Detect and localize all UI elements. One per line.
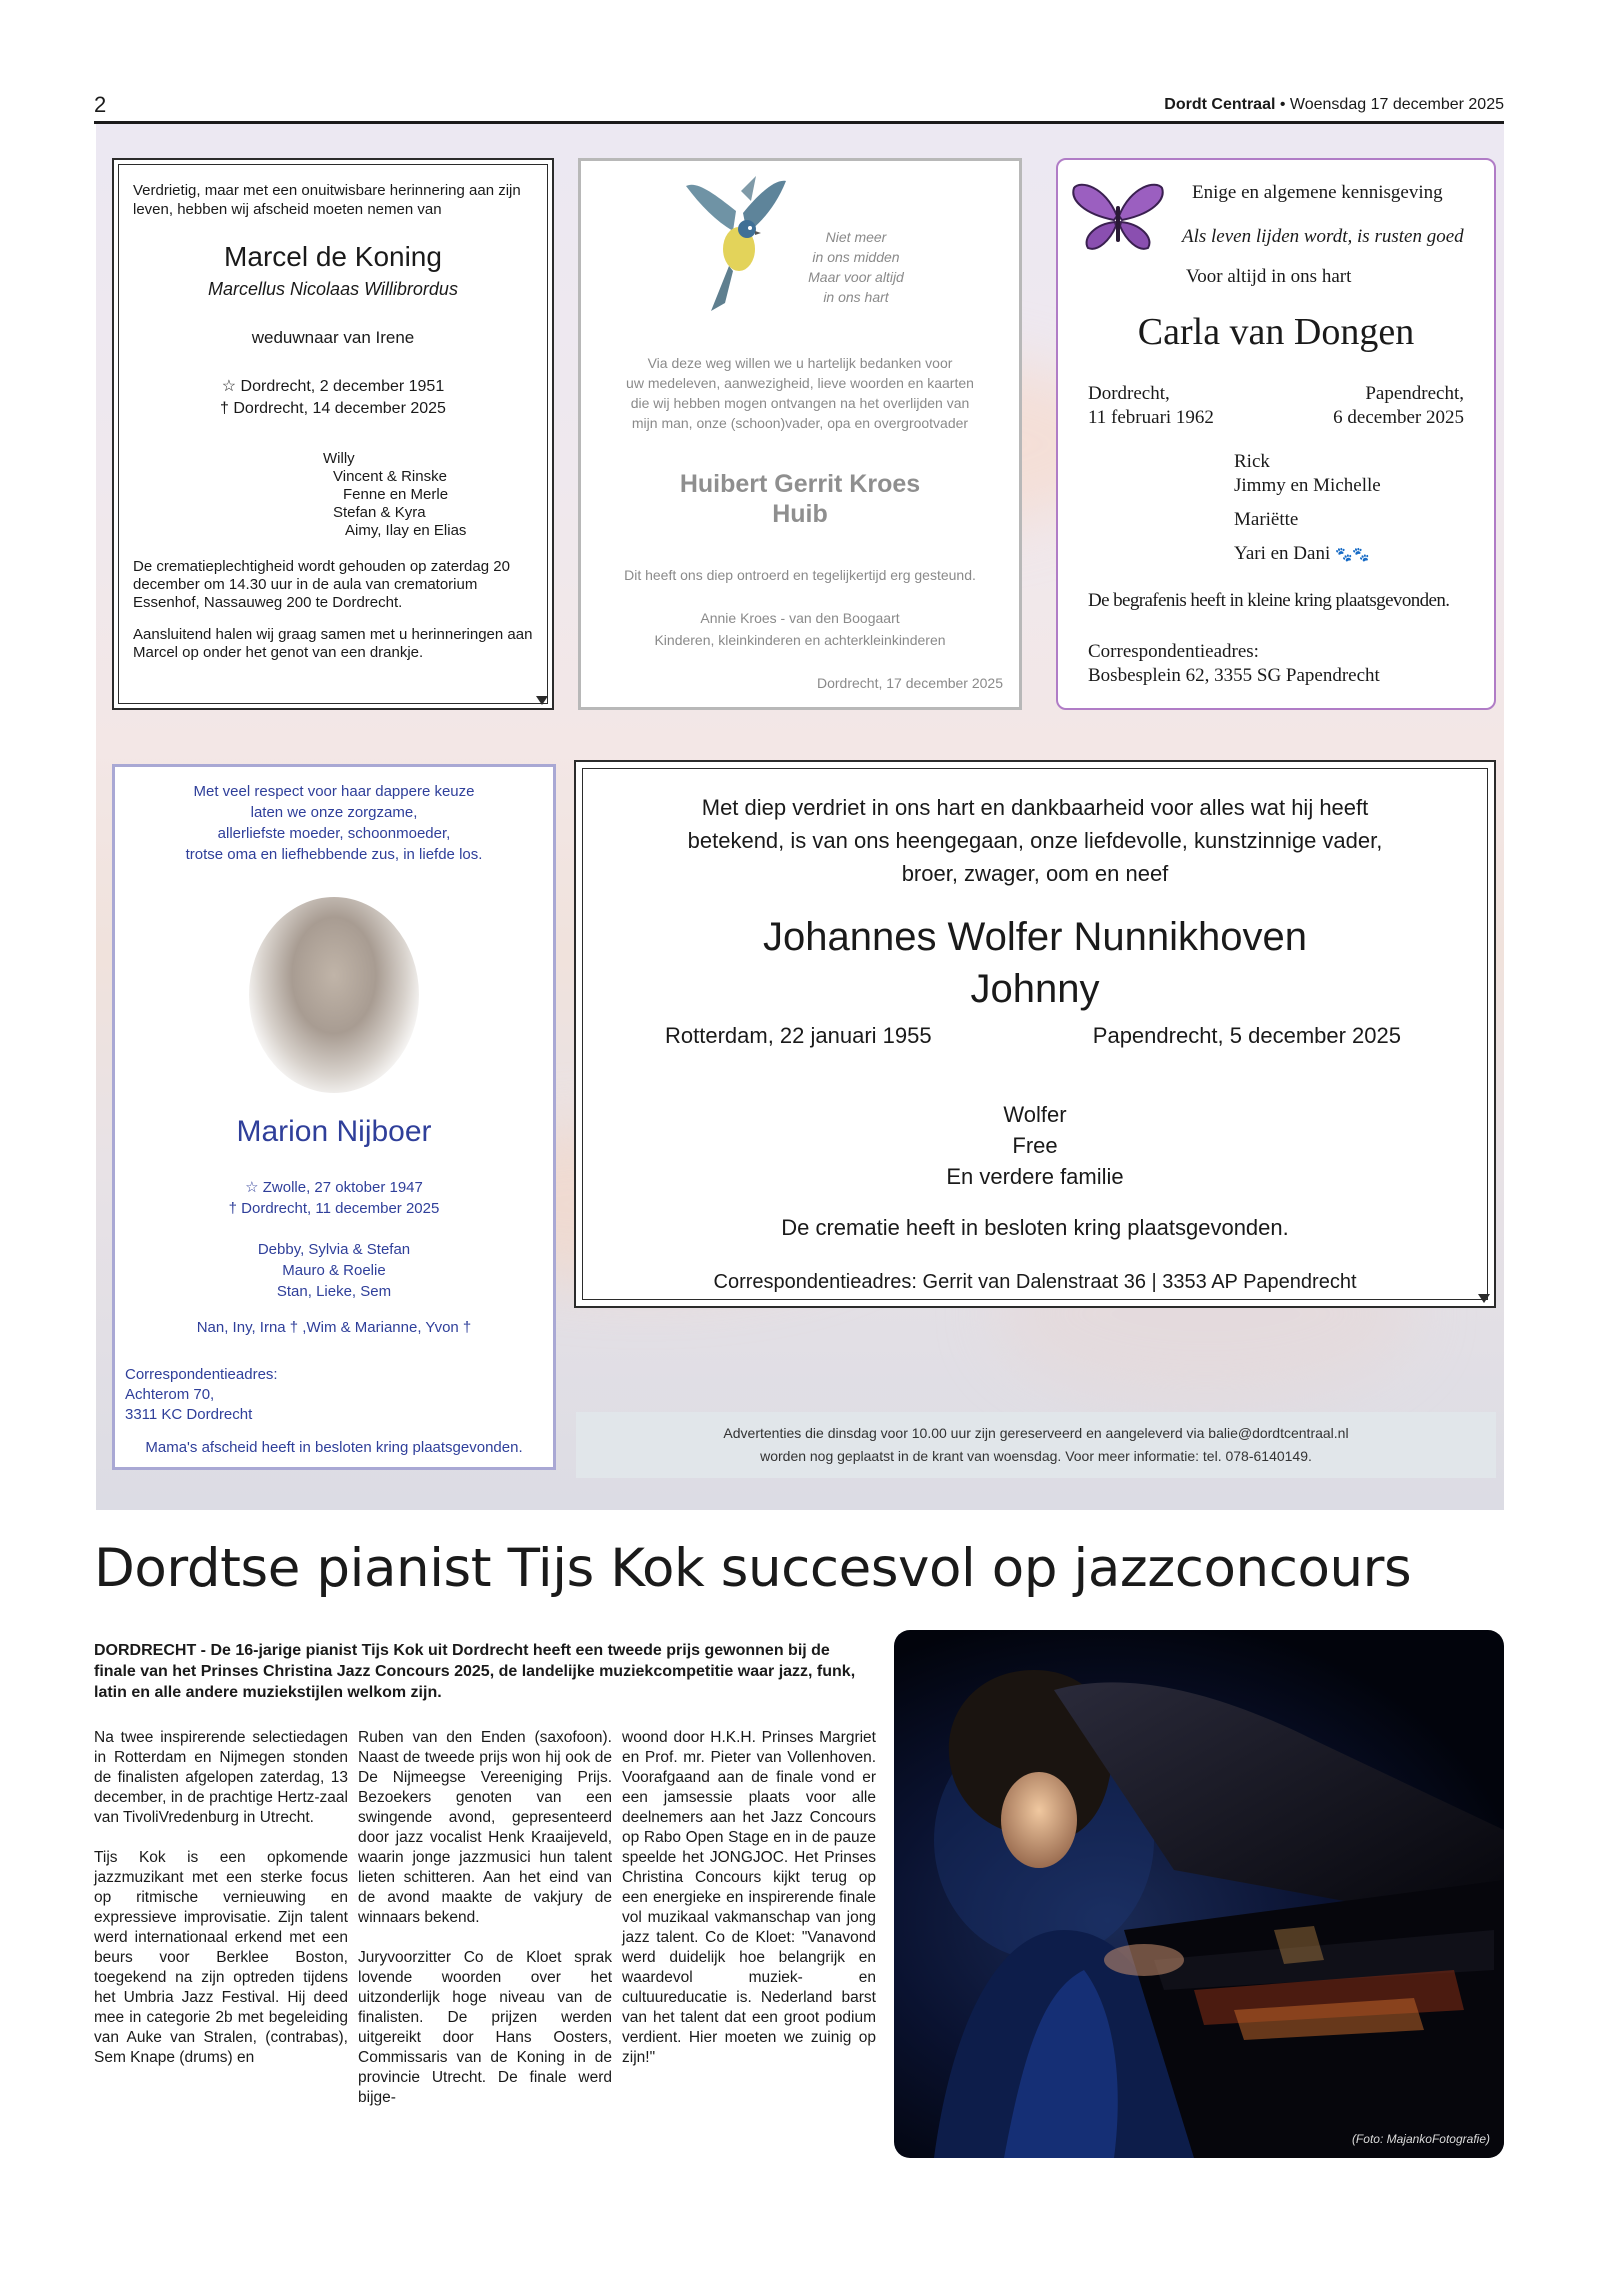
correspondence-line: Correspondentieadres: [125,1366,278,1383]
signatory-line: Annie Kroes - van den Boogaart [700,610,900,626]
article-photo [894,1630,1504,2158]
death-info [1333,382,1464,430]
family-list [323,450,533,540]
ad-notice-line: Advertenties die dinsdag voor 10.00 uur zijn gereserveerd en aangeleverd via balie@dordtcentraal.nl [723,1425,1349,1441]
family-list [1234,450,1381,567]
family-member: En verdere familie [946,1164,1124,1189]
death-line: † Dordrecht, 14 december 2025 [220,400,446,417]
death-place: Papendrecht, [1365,383,1464,404]
correspondence-line: Correspondentieadres: Gerrit van Dalenstraat 36 | 3353 AP Papendrecht [713,1271,1357,1293]
notices-area [96,124,1504,1510]
intro-line: allerliefste moeder, schoonmoeder, [217,825,451,842]
place-date: Dordrecht, 17 december 2025 [817,675,1003,691]
poem-line: in ons midden [812,249,900,265]
article-lead: DORDRECHT - De 16-jarige pianist Tijs Kok uit Dordrecht heeft een tweede prijs gewonnen bij de finale van het Prinses Christina Jazz Concours 2025, de landelijke muziekcompetitie waar jazz, funk, latin en alle andere muziekstijlen welkom zijn. [94,1642,856,1701]
quote: Als leven lijden wordt, is rusten goed [1182,226,1464,247]
correspondence-address: Bosbesplein 62, 3355 SG Papendrecht [1088,665,1380,686]
family-member: Stan, Lieke, Sem [276,1283,392,1300]
notice-intro [583,791,1487,890]
notice-inner-border [118,164,548,704]
article-paragraph: woond door H.K.H. Prinses Margriet en Prof. mr. Pieter van Vollenhoven. Voorafgaand aan de finale vond er een jamsessie plaats voor alle deelnemers aan het Jazz Concours op Rabo Open Stage en in de pauze speelde het JONGJOC. Het Prinses Christina Concours kijkt terug op een energieke en inspirerende finale vol muzikaal vakmanschap van jong jazz talent. Co de Kloet: "Vanavond werd duidelijk hoe belangrijk en waardevol muziek- en cultuureducatie is. Nederland barst van het talent dat een groot podium verdient. Hier moeten we zuinig op zijn!" [622,1729,876,2066]
family-list [115,1239,553,1302]
family-member-with-pets [1234,542,1381,567]
name-line: Huibert Gerrit Kroes [679,470,921,498]
masthead-separator: • [1279,96,1286,113]
correspondence [1088,640,1380,688]
signatory-line: Kinderen, kleinkinderen en achterkleinkinderen [654,632,946,648]
signatories [581,607,1019,651]
farewell-line: Mama's afscheid heeft in besloten kring plaatsgevonden. [145,1439,523,1456]
funeral-line: De begrafenis heeft in kleine kring plaatsgevonden. [1088,590,1450,611]
notice-intro [115,781,553,865]
birth-date: 11 februari 1962 [1088,407,1214,428]
widower-line: weduwnaar van Irene [251,328,415,347]
ad-notice-line: worden nog geplaatst in de krant van woensdag. Voor meer informatie: tel. 078-6140149. [760,1448,1312,1464]
name-line: Johannes Wolfer Nunnikhoven [762,915,1308,959]
nickname-line: Johnny [970,967,1100,1011]
siblings-line: Nan, Iny, Irna † ,Wim & Marianne, Yvon † [196,1319,472,1336]
article-column-1 [94,1728,348,2088]
article-column-3 [622,1728,876,2088]
deceased-name: Marion Nijboer [236,1115,432,1148]
notice-carla-van-dongen [1056,158,1496,710]
notice-intro: Verdrietig, maar met een onuitwisbare herinnering aan zijn leven, hebben wij afscheid moeten nemen van [133,182,521,218]
afterwards-details: Aansluitend halen wij graag samen met u herinneringen aan Marcel op onder het genot van een drankje. [133,626,533,661]
death-date: 6 december 2025 [1333,407,1464,428]
corner-triangle-icon [1478,1294,1490,1303]
intro-line: betekend, is van ons heengegaan, onze liefdevolle, kunstzinnige vader, [687,828,1383,853]
deceased-name: Carla van Dongen [1137,311,1415,353]
article-paragraph: Tijs Kok is een opkomende jazzmuzikant met een sterke focus op ritmische vernieuwing en expressieve improvisatie. Zijn talent werd internationaal erkend met een beurs voor Berklee Boston, toegekend na zijn optreden tijdens het Umbria Jazz Festival. Hij deed mee in categorie 2b met begeleiding van Auke van Stralen, (contrabas), Sem Knape (drums) en [94,1849,348,2066]
masthead [1164,96,1504,114]
family-member: Debby, Sylvia & Stefan [257,1241,411,1258]
thank-you-text [591,353,1009,433]
correspondence-label: Correspondentieadres: [1088,641,1259,662]
life-dates [115,1177,553,1219]
article-paragraph: Ruben van den Enden (saxofoon). Naast de tweede prijs won hij ook de De Nijmeegse Vereeniging Prijs. Bezoekers genoten van een swingende avond, gepresenteerd door jazz vocalist Henk Kraaijeveld, waarin jonge jazzmusici hun talent lieten schitteren. Aan het eind van de avond maakte de vakjury de winnaars bekend. [358,1729,612,1926]
family-member: Aimy, Ilay en Elias [345,522,467,539]
life-dates [133,376,533,420]
birth-line: ☆ Zwolle, 27 oktober 1947 [245,1179,423,1196]
moved-line: Dit heeft ons diep ontroerd en tegelijkertijd erg gesteund. [624,567,976,583]
family-member: Fenne en Merle [343,486,449,503]
family-member: Wolfer [1003,1102,1067,1127]
family-member: Vincent & Rinske [333,468,447,485]
correspondence [125,1365,278,1425]
nickname-line: Huib [772,500,828,528]
family-member: Free [1012,1133,1058,1158]
notice-johannes-nunnikhoven [574,760,1496,1308]
advertising-notice [576,1412,1496,1478]
thanks-line: die wij hebben mogen ontvangen na het overlijden van [630,395,970,411]
intro-line: trotse oma en liefhebbende zus, in liefde los. [185,846,483,863]
death-line: † Dordrecht, 11 december 2025 [228,1200,440,1217]
notice-marcel-de-koning [112,158,554,710]
portrait-photo [249,897,419,1093]
article-paragraph: Juryvoorzitter Co de Kloet sprak lovende woorden over het uitzonderlijk hoge niveau van de finalisten. De prijzen werden uitgereikt door Hans Oosters, Commissaris van de Koning in de provincie Utrecht. De finale werd bijge- [358,1949,612,2106]
correspondence-line: Achterom 70, [125,1386,215,1403]
poem-line: Niet meer [825,229,887,245]
poem-line: Maar voor altijd [808,269,904,285]
paper-name: Dordt Centraal [1164,96,1276,113]
intro-line: broer, zwager, oom en neef [901,861,1169,886]
page-number: 2 [94,92,107,117]
deceased-full-name: Marcellus Nicolaas Willibrordus [208,279,458,299]
family-member: Stefan & Kyra [333,504,426,521]
funeral-line: De crematie heeft in besloten kring plaatsgevonden. [781,1215,1289,1240]
family-list [583,1099,1487,1192]
thanks-line: mijn man, onze (schoon)vader, opa en overgrootvader [631,415,969,431]
notice-huibert-kroes [578,158,1022,710]
intro-line: Met veel respect voor haar dappere keuze [193,783,475,800]
birth-info [1088,382,1214,430]
deceased-name [581,469,1019,529]
family-member: Mariëtte [1234,509,1299,530]
deceased-name: Marcel de Koning [224,241,442,272]
corner-triangle-icon [536,696,548,705]
bird-icon [681,171,791,321]
thanks-line: uw medeleven, aanwezigheid, lieve woorden en kaarten [626,375,974,391]
correspondence-line: 3311 KC Dordrecht [125,1406,253,1423]
ceremony-details: De crematieplechtigheid wordt gehouden op zaterdag 20 december om 14.30 uur in de aula van crematorium Essenhof, Nassauweg 200 te Dordrecht. [133,558,510,611]
birth-place: Dordrecht, [1088,383,1170,404]
notice-inner-border [582,768,1488,1300]
notice-marion-nijboer [112,764,556,1470]
family-member: Willy [323,450,355,467]
article-paragraph: Na twee inspirerende selectiedagen in Rotterdam en Nijmegen stonden de finalisten afgelopen zaterdag, 13 december, in de prachtige Hertz-zaal van TivoliVredenburg in Utrecht. [94,1729,348,1826]
family-member: Rick [1234,451,1270,472]
intro-line: Met diep verdriet in ons hart en dankbaarheid voor alles wat hij heeft [701,795,1369,820]
paw-icon: 🐾🐾 [1334,547,1370,563]
intro-line: laten we onze zorgzame, [250,804,418,821]
poem-line: in ons hart [823,289,889,305]
thanks-line: Via deze weg willen we u hartelijk bedanken voor [647,355,953,371]
notice-heading: Enige en algemene kennisgeving [1192,182,1443,203]
article-column-2 [358,1728,612,2128]
article-headline: Dordtse pianist Tijs Kok succesvol op jazzconcours [94,1538,1412,1599]
family-member: Yari en Dani [1234,543,1331,564]
deceased-name [583,911,1487,1015]
birth-line: Rotterdam, 22 januari 1955 [665,1023,932,1048]
butterfly-icon [1070,178,1166,256]
poem [781,227,931,307]
pianist-illustration [894,1630,1504,2158]
birth-line: ☆ Dordrecht, 2 december 1951 [221,378,445,395]
death-line: Papendrecht, 5 december 2025 [1092,1023,1401,1048]
family-member: Jimmy en Michelle [1234,475,1381,496]
photo-credit: (Foto: MajankoFotografie) [1351,2132,1490,2146]
always-line: Voor altijd in ons hart [1186,266,1352,287]
family-member: Mauro & Roelie [282,1262,386,1279]
issue-date: Woensdag 17 december 2025 [1289,96,1504,113]
